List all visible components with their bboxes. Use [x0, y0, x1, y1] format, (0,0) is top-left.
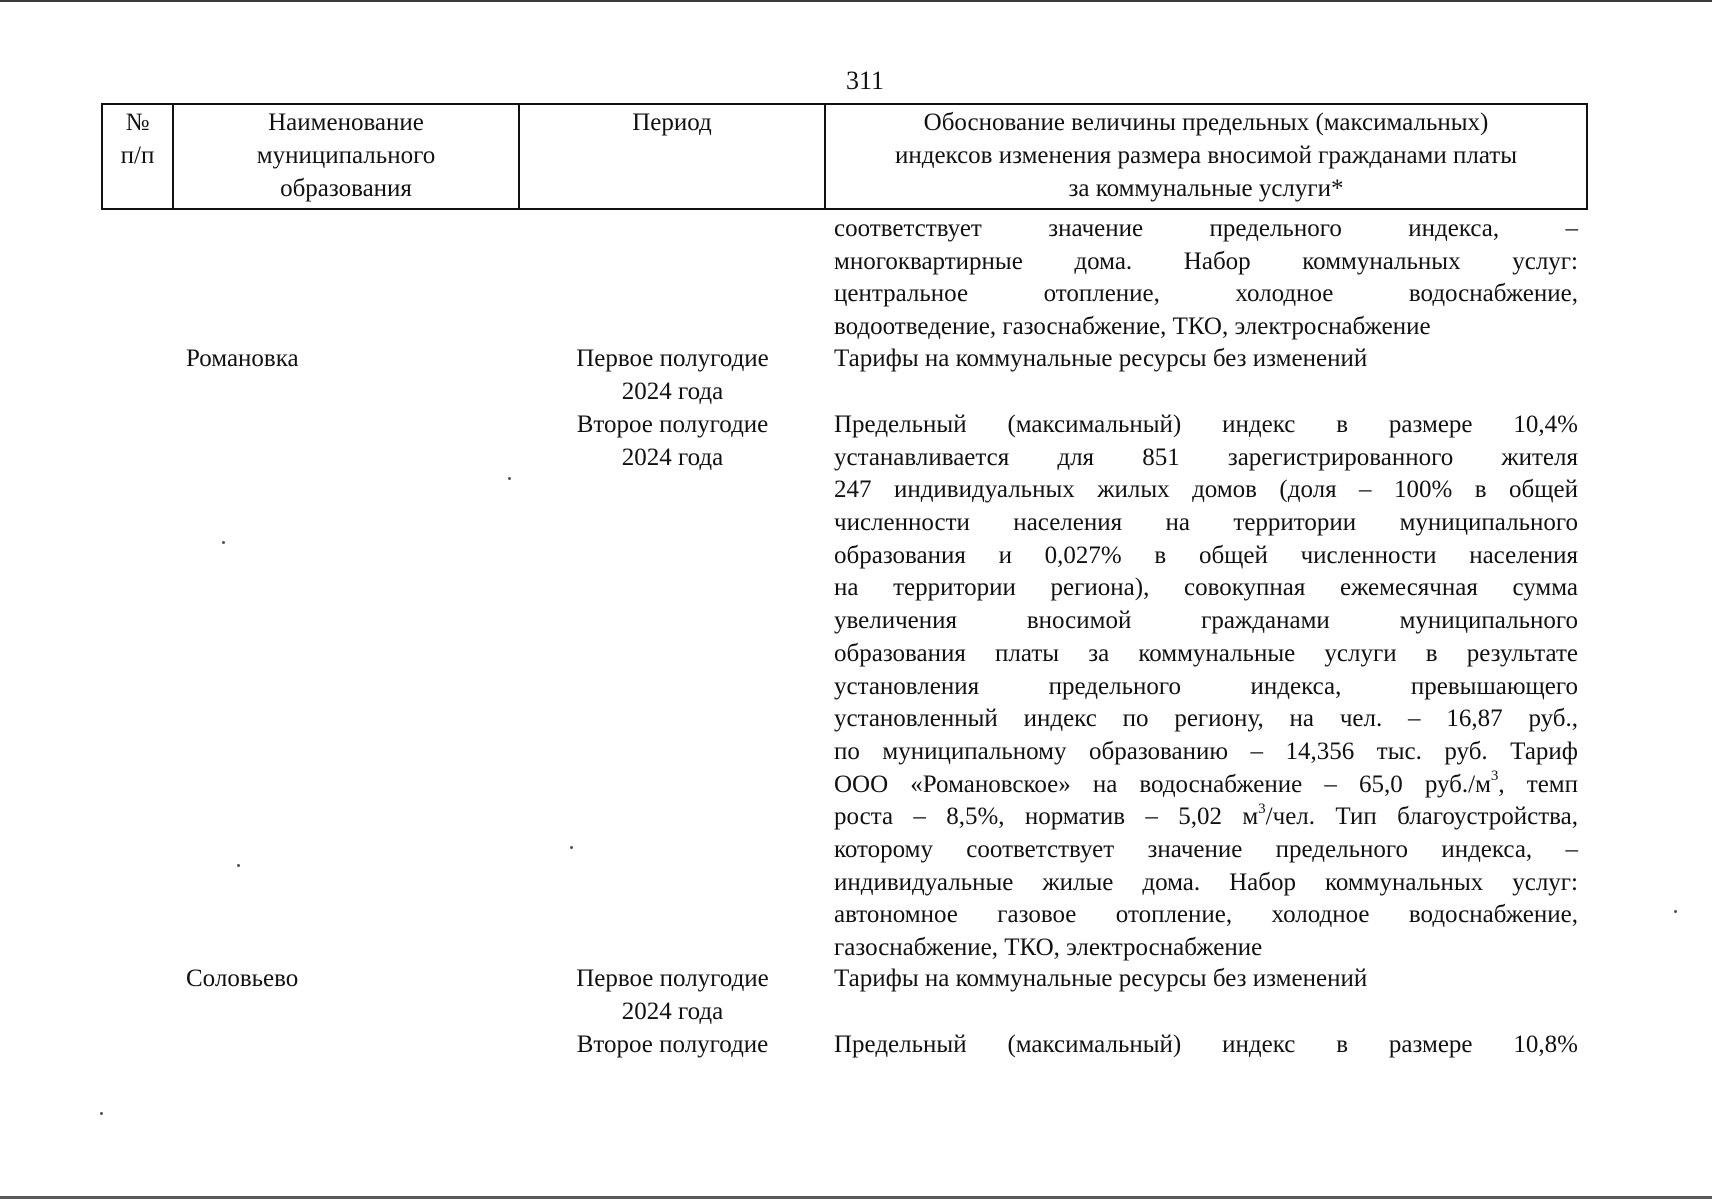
period-line: 2024 года [621, 377, 724, 405]
basis-text [834, 409, 1578, 965]
text-fragment: ООО «Романовское» на водоснабжение – 65,0 руб./м [834, 770, 1491, 798]
word: дома. [1074, 247, 1133, 275]
period-label [520, 963, 825, 1028]
text-line: водоотведение, газоснабжение, ТКО, электроснабжение [834, 313, 1431, 341]
word: холодное [1235, 280, 1334, 308]
scan-speck [570, 846, 573, 849]
text-fragment: , темп [1498, 770, 1578, 798]
scan-edge-bottom [0, 1196, 1712, 1199]
scan-speck [222, 541, 225, 544]
period-line: 2024 года [621, 997, 724, 1025]
word: отопление, [1043, 280, 1160, 308]
superscript: 3 [1258, 800, 1266, 817]
period-label [520, 343, 825, 408]
header-col-basis [826, 105, 1586, 208]
text-fragment: /чел. Тип благоустройства, [1265, 803, 1578, 831]
text-line: 247 индивидуальных жилых домов (доля – 100% в общей [834, 476, 1578, 504]
municipality-name: Романовка [186, 345, 299, 372]
text-line: установления предельного индекса, превышающего [834, 672, 1578, 700]
period-label [520, 1029, 825, 1062]
text-line: установленный индекс по региону, на чел. – 16,87 руб., [834, 705, 1578, 733]
text-line [834, 278, 1578, 311]
text-line: образования и 0,027% в общей численности населения [834, 541, 1578, 569]
word: индекса, [1408, 215, 1500, 242]
text-line: Тарифы на коммунальные ресурсы без изменений [834, 965, 1368, 992]
period-line: Первое полугодие [576, 965, 769, 992]
text-line: Тарифы на коммунальные ресурсы без изменений [834, 345, 1368, 372]
header-text: п/п [120, 142, 155, 169]
word: коммунальных [1302, 247, 1461, 275]
word: предельного [1209, 215, 1342, 242]
period-line: 2024 года [621, 443, 724, 471]
header-text: № [125, 109, 150, 136]
header-text: Обоснование величины предельных (максимальных) [923, 109, 1489, 136]
header-text: индексов изменения размера вносимой гражданами платы [894, 142, 1518, 169]
text-line: численности населения на территории муниципального [834, 509, 1578, 537]
word: – [1565, 215, 1578, 242]
word: соответствует [834, 215, 982, 242]
text-line: Предельный (максимальный) индекс в размере 10,4% [834, 411, 1578, 438]
continuation-text [834, 213, 1578, 344]
basis-text [834, 1029, 1578, 1062]
scan-speck [237, 864, 240, 867]
table-header [101, 103, 1588, 210]
header-text: образования [280, 175, 412, 202]
header-text: Наименование [268, 109, 424, 136]
header-text: муниципального [256, 142, 436, 169]
scan-edge-top [0, 0, 1712, 2]
text-line [834, 213, 1578, 246]
header-col-number [103, 105, 174, 208]
word: значение [1048, 215, 1144, 242]
text-line [834, 246, 1578, 279]
period-line: Второе полугодие [576, 411, 769, 438]
basis-text [834, 343, 1578, 376]
scan-speck [508, 477, 511, 480]
text-fragment: роста – 8,5%, норматив – 5,02 м [834, 803, 1259, 831]
text-line [834, 801, 1578, 834]
word: услуг: [1512, 247, 1578, 275]
period-line: Второе полугодие [576, 1031, 769, 1058]
text-line [834, 769, 1578, 802]
header-text: Период [632, 109, 712, 136]
page-number: 311 [845, 66, 885, 95]
text-line: по муниципальному образованию – 14,356 тыс. руб. Тариф [834, 737, 1578, 765]
text-line: индивидуальные жилые дома. Набор коммунальных услуг: [834, 868, 1578, 896]
word: центральное [834, 280, 969, 308]
text-line: автономное газовое отопление, холодное водоснабжение, [834, 901, 1578, 929]
period-label [520, 409, 825, 474]
word: Набор [1183, 247, 1251, 275]
word: водоснабжение, [1408, 280, 1578, 308]
scan-speck [1674, 910, 1677, 913]
header-col-municipality [174, 105, 520, 208]
word: многоквартирные [834, 247, 1023, 275]
basis-text [834, 963, 1578, 996]
text-line: газоснабжение, ТКО, электроснабжение [834, 934, 1263, 961]
municipality-name: Соловьево [186, 965, 299, 992]
header-col-period [520, 105, 826, 208]
text-line: Предельный (максимальный) индекс в размере 10,8% [834, 1031, 1578, 1058]
superscript: 3 [1490, 768, 1499, 785]
text-line: на территории региона), совокупная ежемесячная сумма [834, 574, 1578, 602]
text-line: образования платы за коммунальные услуги в результате [834, 639, 1578, 667]
scan-speck [100, 1112, 103, 1115]
period-line: Первое полугодие [576, 345, 769, 372]
text-line: которому соответствует значение предельного индекса, – [834, 835, 1578, 863]
text-line: устанавливается для 851 зарегистрированного жителя [834, 443, 1578, 471]
header-text: за коммунальные услуги* [1068, 175, 1344, 202]
text-line: увеличения вносимой гражданами муниципального [834, 607, 1578, 635]
